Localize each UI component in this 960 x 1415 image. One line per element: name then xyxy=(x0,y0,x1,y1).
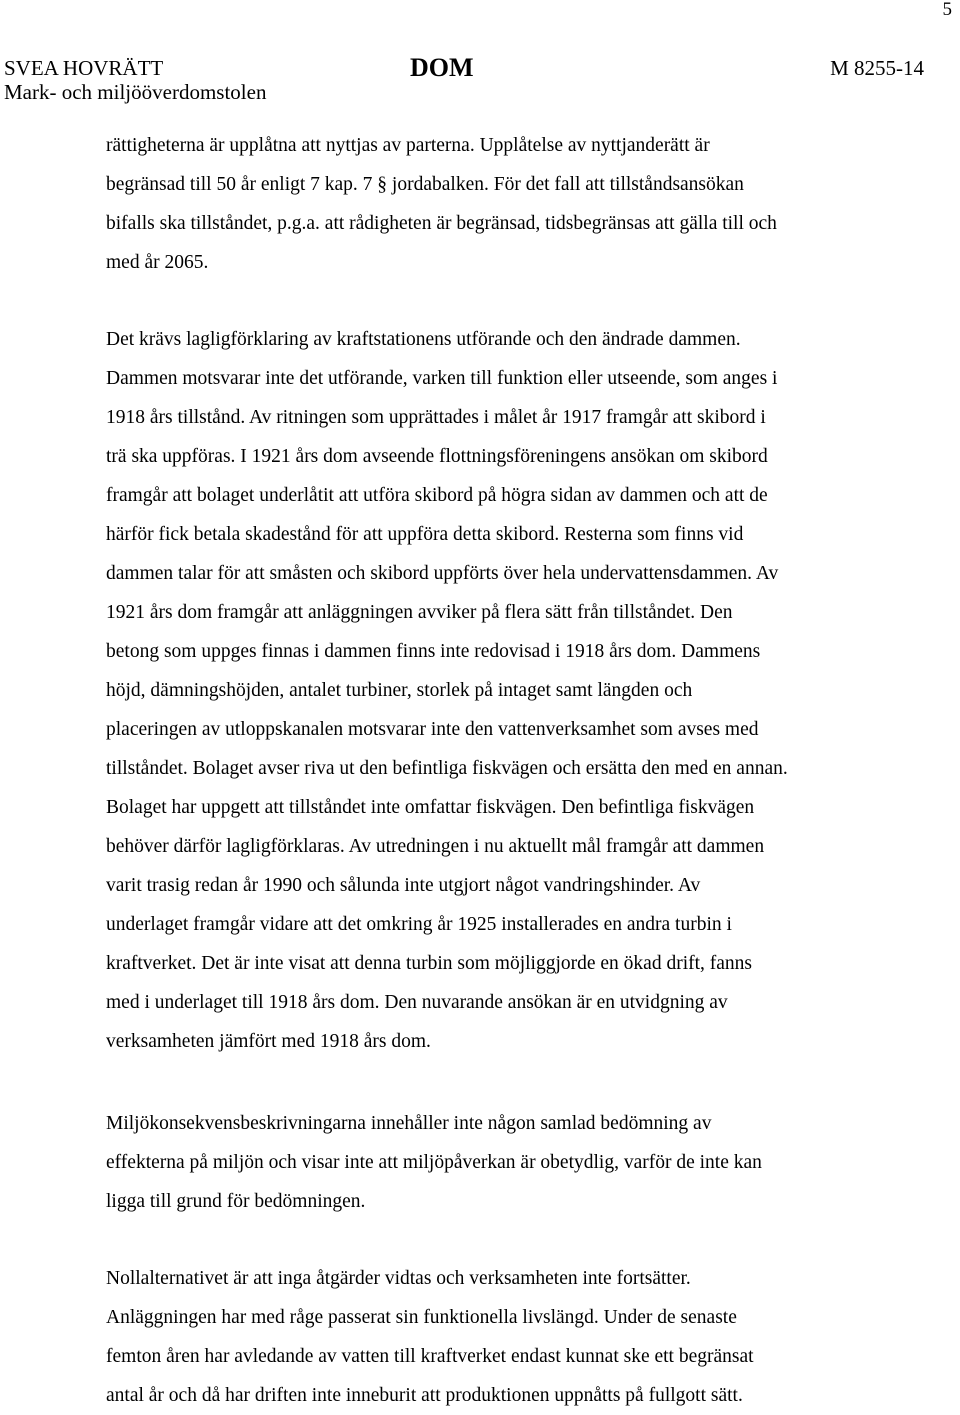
paragraph-spacer xyxy=(106,1221,906,1259)
text-line: Nollalternativet är att inga åtgärder vidtas och verksamheten inte fortsätter. xyxy=(106,1268,691,1289)
paragraph xyxy=(106,1104,906,1221)
paragraph xyxy=(106,1259,906,1415)
text-line: verksamheten jämfört med 1918 års dom. xyxy=(106,1031,431,1052)
text-line: behöver därför lagligförklaras. Av utredningen i nu aktuellt mål framgår att dammen xyxy=(106,836,765,857)
text-line: kraftverket. Det är inte visat att denna turbin som möjliggjorde en ökad drift, fanns xyxy=(106,953,753,974)
text-line: höjd, dämningshöjden, antalet turbiner, storlek på intaget samt längden och xyxy=(106,680,693,701)
document-type: DOM xyxy=(410,53,474,82)
text-line: rättigheterna är upplåtna att nyttjas av parterna. Upplåtelse av nyttjanderätt är xyxy=(106,135,710,156)
text-line: bifalls ska tillståndet, p.g.a. att rådigheten är begränsad, tidsbegränsas att gälla till och xyxy=(106,213,777,234)
page-number: 5 xyxy=(942,0,952,20)
text-line: placeringen av utloppskanalen motsvarar inte den vattenverksamhet som avses med xyxy=(106,719,759,740)
text-line: framgår att bolaget underlåtit att utföra skibord på högra sidan av dammen och att de xyxy=(106,485,768,506)
text-line: Dammen motsvarar inte det utförande, varken till funktion eller utseende, som anges i xyxy=(106,368,778,389)
court-name: SVEA HOVRÄTT xyxy=(4,56,164,80)
text-line: med i underlaget till 1918 års dom. Den nuvarande ansökan är en utvidgning av xyxy=(106,992,728,1013)
text-line: femton åren har avledande av vatten till kraftverket endast kunnat ske ett begränsat xyxy=(106,1346,754,1367)
paragraph-spacer xyxy=(106,1061,906,1104)
text-line: 1918 års tillstånd. Av ritningen som upprättades i målet år 1917 framgår att skibord i xyxy=(106,407,766,428)
text-line: 1921 års dom framgår att anläggningen avviker på flera sätt från tillståndet. Den xyxy=(106,602,733,623)
document-body xyxy=(106,126,906,1415)
text-line: tillståndet. Bolaget avser riva ut den befintliga fiskvägen och ersätta den med en annan. xyxy=(106,758,788,779)
case-number: M 8255-14 xyxy=(830,56,924,80)
text-line: varit trasig redan år 1990 och sålunda inte utgjort något vandringshinder. Av xyxy=(106,875,701,896)
text-line: dammen talar för att småsten och skibord uppförts över hela undervattensdammen. Av xyxy=(106,563,779,584)
paragraph xyxy=(106,126,906,282)
text-line: Miljökonsekvensbeskrivningarna innehåller inte någon samlad bedömning av xyxy=(106,1113,712,1134)
text-line: ligga till grund för bedömningen. xyxy=(106,1191,366,1212)
text-line: Det krävs lagligförklaring av kraftstationens utförande och den ändrade dammen. xyxy=(106,329,741,350)
text-line: trä ska uppföras. I 1921 års dom avseende flottningsföreningens ansökan om skibord xyxy=(106,446,768,467)
paragraph-spacer xyxy=(106,282,906,320)
text-line: begränsad till 50 år enligt 7 kap. 7 § jordabalken. För det fall att tillståndsansökan xyxy=(106,174,744,195)
text-line: effekterna på miljön och visar inte att miljöpåverkan är obetydlig, varför de inte kan xyxy=(106,1152,762,1173)
text-line: härför fick betala skadestånd för att uppföra detta skibord. Resterna som finns vid xyxy=(106,524,744,545)
document-header xyxy=(0,53,960,106)
text-line: med år 2065. xyxy=(106,252,209,273)
court-division: Mark- och miljööverdomstolen xyxy=(4,80,267,104)
text-line: antal år och då har driften inte inneburit att produktionen uppnåtts på fullgott sätt. xyxy=(106,1385,743,1406)
text-line: Bolaget har uppgett att tillståndet inte omfattar fiskvägen. Den befintliga fiskvägen xyxy=(106,797,755,818)
paragraph xyxy=(106,320,906,1061)
text-line: Anläggningen har med råge passerat sin funktionella livslängd. Under de senaste xyxy=(106,1307,737,1328)
text-line: underlaget framgår vidare att det omkring år 1925 installerades en andra turbin i xyxy=(106,914,732,935)
text-line: betong som uppges finnas i dammen finns inte redovisad i 1918 års dom. Dammens xyxy=(106,641,761,662)
